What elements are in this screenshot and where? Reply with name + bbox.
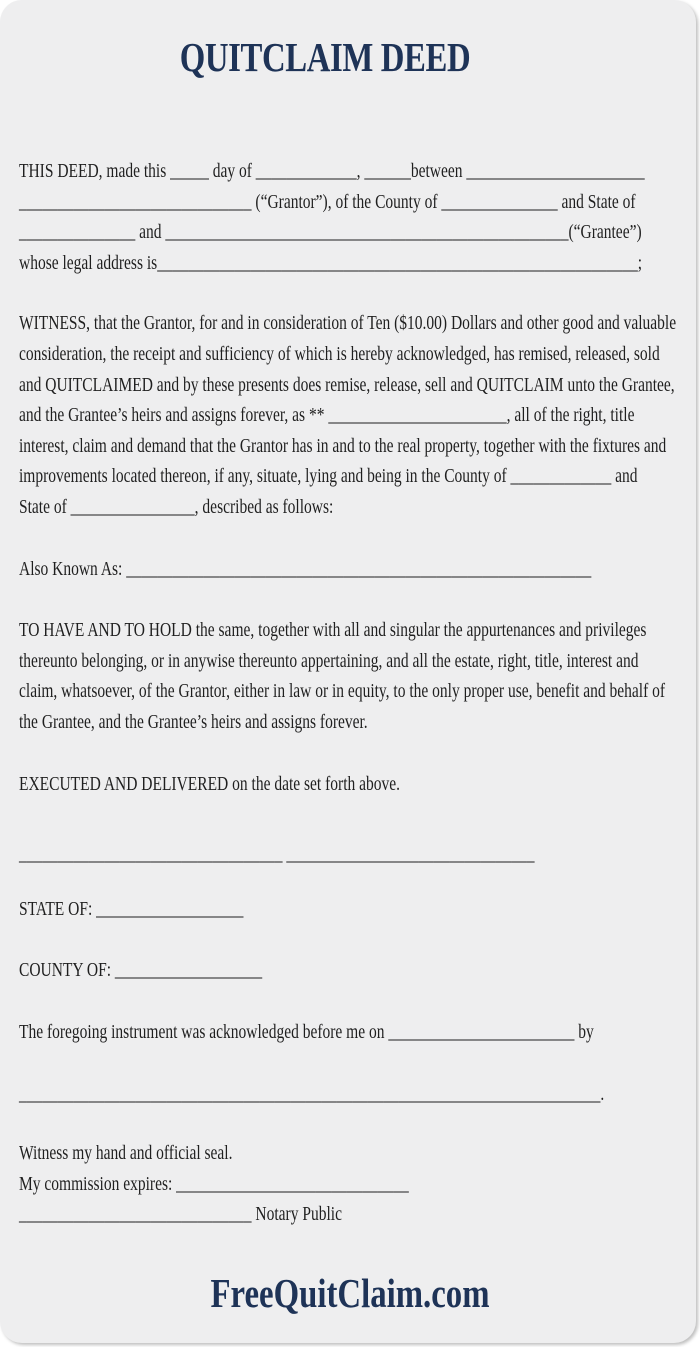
county-of-line: COUNTY OF: ___________________ (19, 960, 263, 982)
spacer (19, 987, 695, 1018)
spacer (19, 585, 695, 616)
state-of-line: STATE OF: ___________________ (19, 898, 244, 920)
commission-expires-line: My commission expires: ______________________________ (19, 1173, 409, 1195)
deed-body (19, 157, 695, 1231)
intro-paragraph (19, 157, 695, 279)
spacer (19, 524, 695, 555)
witness-line: improvements located thereon, if any, situate, lying and being in the County of _____________ and (19, 466, 638, 488)
spacer (19, 800, 695, 840)
witness-line: interest, claim and demand that the Grantor has in and to the real property, together with the fixtures and (19, 435, 667, 457)
footer-brand: FreeQuitClaim.com (210, 1270, 490, 1316)
intro-line: whose legal address is______________________________________________________________; (19, 252, 643, 274)
notary-public-line: ______________________________ Notary Public (19, 1204, 342, 1226)
acknowledgment-line: The foregoing instrument was acknowledged before me on ________________________ by (19, 1021, 594, 1043)
witness-line: and the Grantee’s heirs and assigns forever, as ** _______________________, all of the right, title (19, 405, 635, 427)
witness-line: and QUITCLAIMED and by these presents does remise, release, sell and QUITCLAIM unto the Grantee, (19, 374, 675, 396)
page-title: QUITCLAIM DEED (179, 34, 471, 80)
habendum-line: claim, whatsoever, of the Grantor, either in law or in equity, to the only proper use, benefit and behalf of (19, 681, 666, 703)
spacer (19, 925, 695, 956)
spacer (19, 739, 695, 770)
witness-line: State of ________________, described as follows: (19, 496, 334, 518)
habendum-paragraph (19, 616, 695, 738)
habendum-line: TO HAVE AND TO HOLD the same, together with all and singular the appurtenances and privileges (19, 620, 647, 642)
intro-line: ______________________________ (“Grantor”), of the County of _______________ and State of (19, 191, 636, 213)
signature-lines: __________________________________ ________________________________ (19, 844, 535, 866)
spacer (19, 1048, 695, 1080)
executed-line: EXECUTED AND DELIVERED on the date set forth above. (19, 773, 401, 795)
witness-paragraph (19, 309, 695, 523)
witness-line: WITNESS, that the Grantor, for and in consideration of Ten ($10.00) Dollars and other good and valuable (19, 313, 677, 335)
spacer (19, 871, 695, 895)
also-known-as-line: Also Known As: ____________________________________________________________ (19, 558, 592, 580)
intro-line: _______________ and ____________________________________________________(“Grantee”) (19, 222, 642, 244)
acknowledged-by-line: ___________________________________________________________________________. (19, 1084, 605, 1106)
witness-hand-line: Witness my hand and official seal. (19, 1143, 233, 1165)
habendum-line: thereunto belonging, or in anywise thereunto appertaining, and all the estate, right, title, interest and (19, 650, 639, 672)
witness-line: consideration, the receipt and sufficiency of which is hereby acknowledged, has remised, released, sold (19, 343, 660, 365)
spacer (19, 279, 695, 309)
intro-line: THIS DEED, made this _____ day of _____________, ______between _______________________ (19, 161, 645, 182)
habendum-line: the Grantee, and the Grantee’s heirs and assigns forever. (19, 711, 368, 733)
spacer (19, 1111, 695, 1139)
